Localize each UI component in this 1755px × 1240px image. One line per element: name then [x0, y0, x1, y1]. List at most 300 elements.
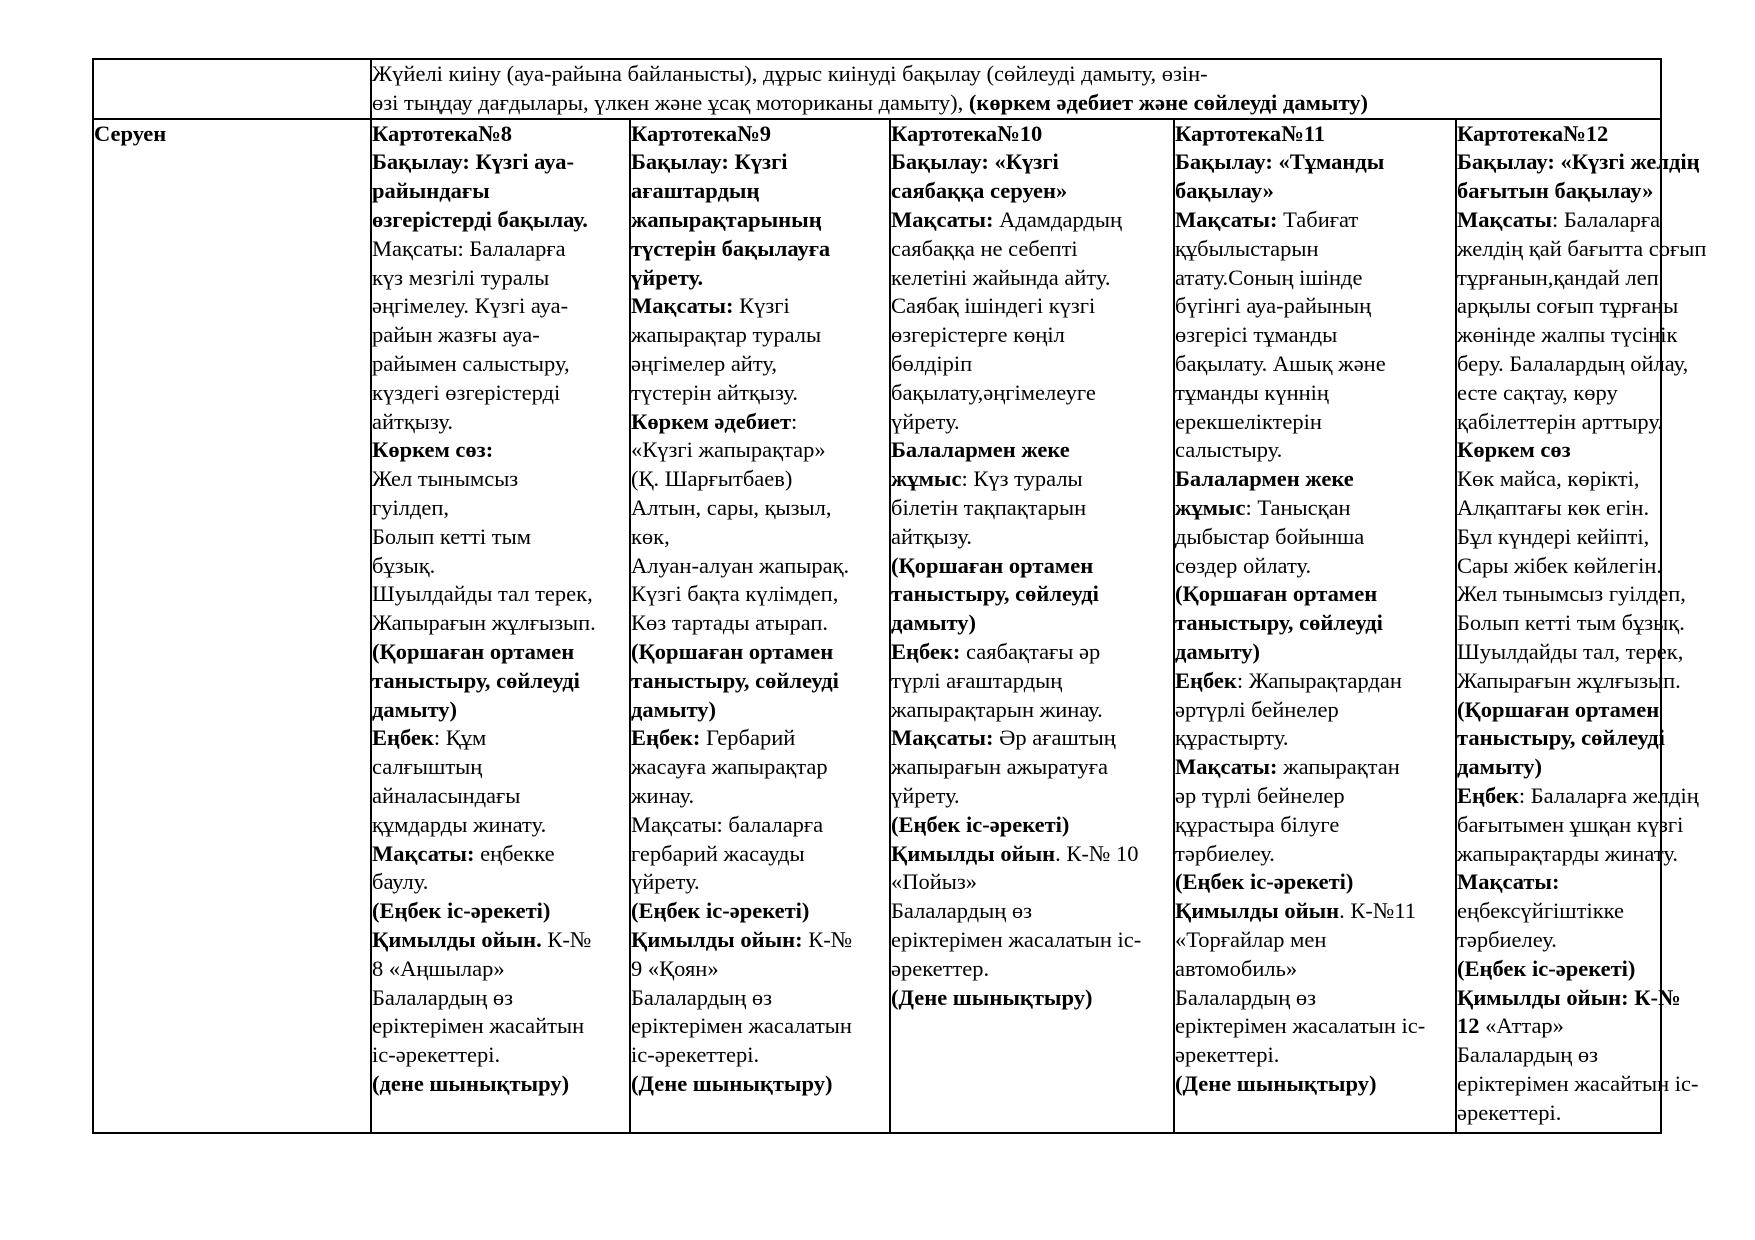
text-line — [1457, 840, 1678, 869]
text-line — [891, 753, 1173, 782]
text-line — [1457, 465, 1660, 494]
text-line — [631, 120, 889, 149]
bold-text: Картотека№8 — [372, 120, 512, 146]
text-line — [891, 609, 1173, 638]
text-line — [1175, 177, 1455, 206]
bold-text: (Еңбек іс-әрекеті) — [1457, 955, 1636, 981]
text-line — [372, 811, 629, 840]
text-segment: жөнінде жалпы түсінік — [1457, 322, 1678, 348]
text-segment: еріктерімен жасайтын — [372, 1013, 585, 1039]
text-line — [1175, 609, 1455, 638]
text-line — [372, 1041, 629, 1070]
text-line — [1175, 696, 1455, 725]
text-line — [631, 523, 889, 552]
text-segment: тұманды күннің — [1175, 379, 1329, 405]
clothing-row — [93, 59, 1661, 119]
bold-text: Картотека№9 — [631, 120, 771, 146]
clothing-text-line1: Жүйелі киіну (ауа-райына байланысты), дұрыс киінуді бақылау (сөйлеуді дамыту, өзін- — [372, 61, 1208, 86]
text-segment: гербарий жасауды — [631, 840, 805, 866]
text-line — [1457, 264, 1660, 293]
bold-text: Балалармен жеке — [891, 437, 1070, 463]
text-line — [1457, 379, 1660, 408]
text-segment: құмдарды жинату. — [372, 811, 547, 837]
text-line — [372, 696, 629, 725]
bold-text: таныстыру, сөйлеуді — [372, 667, 580, 693]
text-segment: (Қ. Шарғытбаев) — [631, 466, 793, 492]
text-line — [1457, 292, 1679, 321]
text-segment: райын жазғы ауа- — [372, 322, 540, 348]
text-line — [1457, 667, 1681, 696]
text-line — [891, 955, 1173, 984]
text-segment: Мақсаты: балаларға — [631, 811, 824, 837]
text-line — [1175, 436, 1455, 465]
bold-text: таныстыру, сөйлеуді — [1457, 725, 1665, 751]
text-line — [631, 1070, 889, 1099]
text-line — [1457, 1012, 1660, 1041]
text-line — [891, 580, 1173, 609]
text-line — [372, 523, 629, 552]
text-line — [1457, 638, 1684, 667]
bold-text: Мақсаты: — [891, 725, 994, 751]
text-segment: тәрбиелеу. — [1175, 840, 1275, 866]
text-line — [372, 264, 629, 293]
text-segment: үйрету. — [891, 408, 960, 434]
text-segment: «Аттар» — [1479, 1013, 1564, 1039]
text-segment: атату.Соның ішінде — [1175, 264, 1363, 290]
bold-text: ағаштардың — [631, 178, 760, 204]
walk-row — [93, 119, 1661, 1133]
text-line — [372, 494, 629, 523]
text-line — [372, 926, 629, 955]
text-line — [372, 436, 629, 465]
bold-text: Бақылау: «Күзгі — [891, 149, 1059, 175]
text-segment: «Күзгі жапырақтар» — [631, 437, 826, 463]
bold-text: (Дене шынықтыру) — [631, 1070, 833, 1096]
bold-text: (Еңбек іс-әрекеті) — [891, 811, 1070, 837]
text-segment: : — [791, 408, 798, 434]
text-segment: есте сақтау, көру — [1457, 379, 1618, 405]
text-segment: 8 «Аңшылар» — [372, 955, 505, 981]
text-line — [631, 724, 889, 753]
text-line — [1457, 408, 1663, 437]
text-line — [1175, 465, 1455, 494]
text-line — [1457, 724, 1665, 753]
text-segment: К-№ — [541, 926, 592, 952]
text-segment: көк, — [631, 523, 670, 549]
text-segment: баулу. — [372, 869, 429, 895]
text-line — [372, 350, 629, 379]
text-segment: жапырақтар туралы — [631, 322, 822, 348]
text-segment: саябаққа не себепті — [891, 235, 1078, 261]
text-line — [1175, 264, 1455, 293]
text-line — [1175, 580, 1455, 609]
text-line — [372, 379, 629, 408]
text-segment: құрастыра білуге — [1175, 811, 1340, 837]
text-line — [1457, 1070, 1699, 1099]
text-line — [891, 235, 1173, 264]
text-segment: түрлі ағаштардың — [891, 667, 1063, 693]
text-segment: Көз тартады атырап. — [631, 610, 829, 636]
text-line — [1175, 120, 1455, 149]
text-segment: іс-әрекеттері. — [631, 1042, 760, 1068]
text-line — [891, 264, 1173, 293]
text-line — [891, 494, 1173, 523]
card-column-10 — [890, 119, 1174, 1133]
text-segment: : Жапырақтардан — [1236, 667, 1402, 693]
text-line — [631, 235, 889, 264]
text-segment: Сары жібек көйлегін. — [1457, 552, 1663, 578]
text-line — [372, 1070, 629, 1099]
text-segment: Жел тынымсыз — [372, 466, 519, 492]
text-segment: еріктерімен жасалатын — [631, 1013, 852, 1039]
text-line — [1175, 724, 1455, 753]
text-segment: Мақсаты: Балаларға — [372, 235, 566, 261]
text-line — [891, 465, 1173, 494]
text-line — [1457, 955, 1660, 984]
text-line — [631, 868, 889, 897]
text-segment: бақылату. Ашық және — [1175, 350, 1386, 376]
text-line — [891, 523, 1173, 552]
text-line — [891, 206, 1173, 235]
text-line — [631, 811, 889, 840]
text-segment: беру. Балалардың ойлау, — [1457, 350, 1689, 376]
bold-text: Еңбек: — [891, 638, 961, 664]
text-segment: бөлдіріп — [891, 350, 973, 376]
text-segment: бақылату,әңгімелеуге — [891, 379, 1096, 405]
text-segment: Балалардың өз — [372, 984, 514, 1010]
text-segment: жапырақтан — [1277, 754, 1400, 780]
text-segment: түстерін айтқызу. — [631, 379, 799, 405]
text-segment: әр түрлі бейнелер — [1175, 782, 1345, 808]
text-line — [1175, 148, 1455, 177]
text-line — [1175, 379, 1455, 408]
bold-text: жапырақтарының — [631, 206, 822, 232]
text-line — [1457, 235, 1707, 264]
text-line — [372, 782, 629, 811]
text-line — [372, 724, 629, 753]
text-line — [1457, 494, 1660, 523]
text-segment: тәрбиелеу. — [1457, 926, 1557, 952]
text-line — [1457, 177, 1660, 206]
text-segment: К-№ — [802, 926, 853, 952]
text-line — [891, 782, 1173, 811]
text-line — [1175, 638, 1455, 667]
bold-text: Картотека№12 — [1457, 120, 1609, 146]
text-segment: . К-№11 — [1339, 898, 1417, 924]
text-line — [891, 321, 1173, 350]
bold-text: Көркем әдебиет — [631, 408, 792, 434]
text-segment: : Танысқан — [1245, 494, 1351, 520]
bold-text: дамыту) — [631, 696, 717, 722]
card-column-8 — [371, 119, 630, 1133]
text-segment: салғыштың — [372, 754, 483, 780]
text-segment: еріктерімен жасалатын іс- — [1175, 1013, 1426, 1039]
text-segment: . К-№ 10 — [1055, 840, 1139, 866]
text-line — [372, 955, 629, 984]
clothing-description-cell — [371, 59, 1661, 119]
bold-text: үйрету. — [631, 264, 704, 290]
text-segment: әртүрлі бейнелер — [1175, 696, 1339, 722]
text-line — [631, 177, 889, 206]
bold-text: Еңбек — [372, 725, 434, 751]
text-segment: әңгімелер айту, — [631, 350, 778, 376]
text-segment: Бұл күндері кейіпті, — [1457, 523, 1650, 549]
text-line — [631, 1041, 889, 1070]
text-line — [372, 1012, 629, 1041]
text-line — [631, 984, 889, 1013]
text-segment: Күзгі — [733, 293, 790, 319]
text-segment: жапырақтарын жинау. — [891, 696, 1103, 722]
text-line — [372, 321, 629, 350]
text-line — [631, 494, 889, 523]
text-line — [372, 206, 629, 235]
bold-text: Қимылды ойын — [891, 840, 1056, 866]
text-segment: Көк майса, көрікті, — [1457, 466, 1640, 492]
bold-text: (Қоршаған ортамен — [891, 552, 1094, 578]
text-line — [1457, 868, 1660, 897]
bold-text: дамыту) — [891, 610, 977, 636]
bold-text: Мақсаты: — [1175, 754, 1278, 780]
bold-text: Картотека№10 — [891, 120, 1043, 146]
text-segment: үйрету. — [631, 869, 700, 895]
bold-text: (Еңбек іс-әрекеті) — [1175, 869, 1354, 895]
text-line — [1175, 667, 1455, 696]
text-line — [1175, 782, 1455, 811]
text-segment: әрекеттері. — [1175, 1042, 1280, 1068]
bold-text: Көркем сөз — [1457, 437, 1571, 463]
text-line — [1175, 926, 1455, 955]
text-segment: өзгерісі тұманды — [1175, 322, 1338, 348]
text-segment: Балалардың өз — [631, 984, 773, 1010]
text-segment: сөздер ойлату. — [1175, 552, 1312, 578]
text-segment: дыбыстар бойынша — [1175, 523, 1365, 549]
text-line — [1457, 897, 1660, 926]
schedule-table — [92, 58, 1707, 1134]
text-line — [1457, 811, 1684, 840]
text-segment: ерекшеліктерін — [1175, 408, 1322, 434]
text-segment: автомобиль» — [1175, 955, 1298, 981]
text-line — [631, 696, 889, 725]
text-line — [372, 580, 629, 609]
text-segment: гуілдеп, — [372, 494, 450, 520]
bold-text: (Еңбек іс-әрекеті) — [372, 898, 551, 924]
text-segment: райымен салыстыру, — [372, 350, 570, 376]
bold-text: (Қоршаған ортамен — [372, 638, 575, 664]
text-line — [1457, 753, 1660, 782]
text-line — [1175, 753, 1455, 782]
text-segment: Алтын, сары, қызыл, — [631, 494, 832, 520]
text-line — [631, 321, 889, 350]
text-line — [1175, 1070, 1455, 1099]
text-line — [1175, 206, 1455, 235]
text-segment: Күзгі бақта күлімдеп, — [631, 581, 839, 607]
text-line — [631, 436, 889, 465]
text-segment: Саябақ ішіндегі күзгі — [891, 293, 1096, 319]
text-segment: Балалардың өз — [1457, 1042, 1599, 1068]
text-line — [891, 408, 1173, 437]
text-line — [631, 897, 889, 926]
text-segment: жасауға жапырақтар — [631, 754, 828, 780]
bold-text: Мақсаты: — [631, 293, 734, 319]
text-segment: Жел тынымсыз гуілдеп, — [1457, 581, 1686, 607]
text-segment: саябақтағы әр — [960, 638, 1101, 664]
text-segment: Болып кетті тым бұзық. — [1457, 610, 1685, 636]
bold-text: бақылау» — [1175, 178, 1274, 204]
bold-text: Мақсаты: — [891, 206, 994, 232]
bold-text: Мақсаты: — [1175, 206, 1278, 232]
bold-text: райындағы — [372, 178, 490, 204]
text-line — [1457, 436, 1660, 465]
bold-text: (Еңбек іс-әрекеті) — [631, 898, 810, 924]
text-line — [372, 120, 629, 149]
text-line — [631, 753, 889, 782]
text-line — [631, 609, 889, 638]
text-line — [1457, 1099, 1660, 1128]
text-segment: күздегі өзгерістерді — [372, 379, 561, 405]
text-segment: өзгерістерге көңіл — [891, 322, 1065, 348]
text-segment: білетін тақпақтарын — [891, 494, 1087, 520]
text-line — [631, 552, 889, 581]
text-line — [1457, 782, 1699, 811]
text-segment: бүгінгі ауа-райының — [1175, 293, 1372, 319]
text-segment: : Күз туралы — [961, 466, 1083, 492]
text-line — [891, 552, 1173, 581]
text-line — [1175, 1012, 1455, 1041]
text-line — [891, 984, 1173, 1013]
text-segment: жинау. — [631, 782, 695, 808]
text-line — [372, 984, 629, 1013]
text-line — [372, 753, 629, 782]
text-line — [631, 840, 889, 869]
text-line — [891, 811, 1173, 840]
text-line — [372, 148, 629, 177]
text-segment: үйрету. — [891, 782, 960, 808]
text-line — [372, 408, 629, 437]
bold-text: Еңбек — [1175, 667, 1237, 693]
text-segment: жапырағын ажыратуға — [891, 754, 1108, 780]
text-segment: айтқызу. — [891, 523, 972, 549]
text-line — [1175, 321, 1455, 350]
text-segment: Болып кетті тым — [372, 523, 531, 549]
text-line — [631, 379, 889, 408]
text-line — [1175, 984, 1455, 1013]
bold-text: Қимылды ойын: К-№ — [1457, 984, 1681, 1010]
text-line — [1175, 897, 1455, 926]
text-line — [891, 177, 1173, 206]
text-segment: құрастырту. — [1175, 725, 1289, 751]
card-column-11 — [1174, 119, 1456, 1133]
text-line — [631, 955, 889, 984]
bold-text: жұмыс — [891, 466, 962, 492]
text-segment: әңгімелеу. Күзгі ауа- — [372, 293, 569, 319]
text-segment: желдің қай бағытта соғып — [1457, 235, 1707, 261]
text-segment: : Құм — [433, 725, 487, 751]
bold-text: түстерін бақылауға — [631, 235, 831, 261]
text-line — [1175, 840, 1455, 869]
bold-text: таныстыру, сөйлеуді — [1175, 610, 1383, 636]
text-line — [1457, 580, 1686, 609]
bold-text: Еңбек — [1457, 782, 1519, 808]
text-line — [891, 724, 1173, 753]
text-line — [1175, 811, 1455, 840]
text-segment: еңбекке — [474, 840, 555, 866]
bold-text: бағытын бақылау» — [1457, 178, 1654, 204]
text-line — [372, 667, 629, 696]
text-line — [891, 696, 1173, 725]
text-segment: тұрғанын,қандай леп — [1457, 264, 1659, 290]
text-line — [891, 120, 1173, 149]
text-line — [891, 840, 1173, 869]
bold-text: Қимылды ойын: — [631, 926, 803, 952]
text-segment: айналасындағы — [372, 782, 521, 808]
text-line — [372, 897, 629, 926]
card-column-12 — [1456, 119, 1707, 1133]
text-segment: салыстыру. — [1175, 437, 1283, 463]
text-line — [891, 667, 1173, 696]
text-line — [891, 379, 1173, 408]
text-line — [372, 609, 629, 638]
text-line — [891, 638, 1173, 667]
text-segment: Адамдардың — [993, 206, 1123, 232]
text-segment: Жапырағын жұлғызып. — [1457, 667, 1681, 693]
bold-text: дамыту) — [372, 696, 458, 722]
text-line — [372, 235, 629, 264]
text-line — [631, 148, 889, 177]
text-line — [1175, 408, 1455, 437]
text-segment: Балалардың өз — [1175, 984, 1317, 1010]
text-segment: Әр ағаштың — [993, 725, 1116, 751]
text-segment: «Торғайлар мен — [1175, 926, 1327, 952]
text-line — [1175, 552, 1455, 581]
text-segment: бағытымен ұшқан күзгі — [1457, 811, 1684, 837]
text-line — [372, 292, 629, 321]
text-line — [1175, 235, 1455, 264]
text-line — [631, 580, 889, 609]
text-segment: келетіні жайында айту. — [891, 264, 1111, 290]
text-line — [1457, 696, 1660, 725]
text-segment: бұзық. — [372, 552, 436, 578]
text-segment: қабілеттерін арттыру. — [1457, 408, 1663, 434]
text-line — [1457, 926, 1660, 955]
text-segment: әрекеттері. — [1457, 1099, 1562, 1125]
text-line — [372, 465, 629, 494]
text-line — [1175, 955, 1455, 984]
text-line — [1175, 868, 1455, 897]
text-line — [1457, 1041, 1660, 1070]
bold-text: (Қоршаған ортамен — [1175, 581, 1378, 607]
bold-text: Бақылау: «Күзгі желдің — [1457, 149, 1700, 175]
text-segment: Жапырағын жұлғызып. — [372, 610, 596, 636]
bold-text: Көркем сөз: — [372, 437, 494, 463]
bold-text: дамыту) — [1175, 638, 1261, 664]
text-line — [1457, 984, 1681, 1013]
text-segment: Шуылдайды тал, терек, — [1457, 638, 1684, 664]
text-line — [631, 465, 889, 494]
bold-text: таныстыру, сөйлеуді — [631, 667, 839, 693]
text-line — [631, 1012, 889, 1041]
text-line — [891, 436, 1173, 465]
bold-text: Бақылау: Күзгі ауа- — [372, 149, 574, 175]
bold-text: (Дене шынықтыру) — [1175, 1070, 1377, 1096]
text-line — [631, 667, 889, 696]
text-segment: Алуан-алуан жапырақ. — [631, 552, 850, 578]
text-line — [1457, 350, 1689, 379]
text-line — [1175, 350, 1455, 379]
text-line — [891, 292, 1173, 321]
text-line — [1175, 523, 1455, 552]
text-segment: әрекеттер. — [891, 955, 990, 981]
bold-text: Балалармен жеке — [1175, 466, 1354, 492]
